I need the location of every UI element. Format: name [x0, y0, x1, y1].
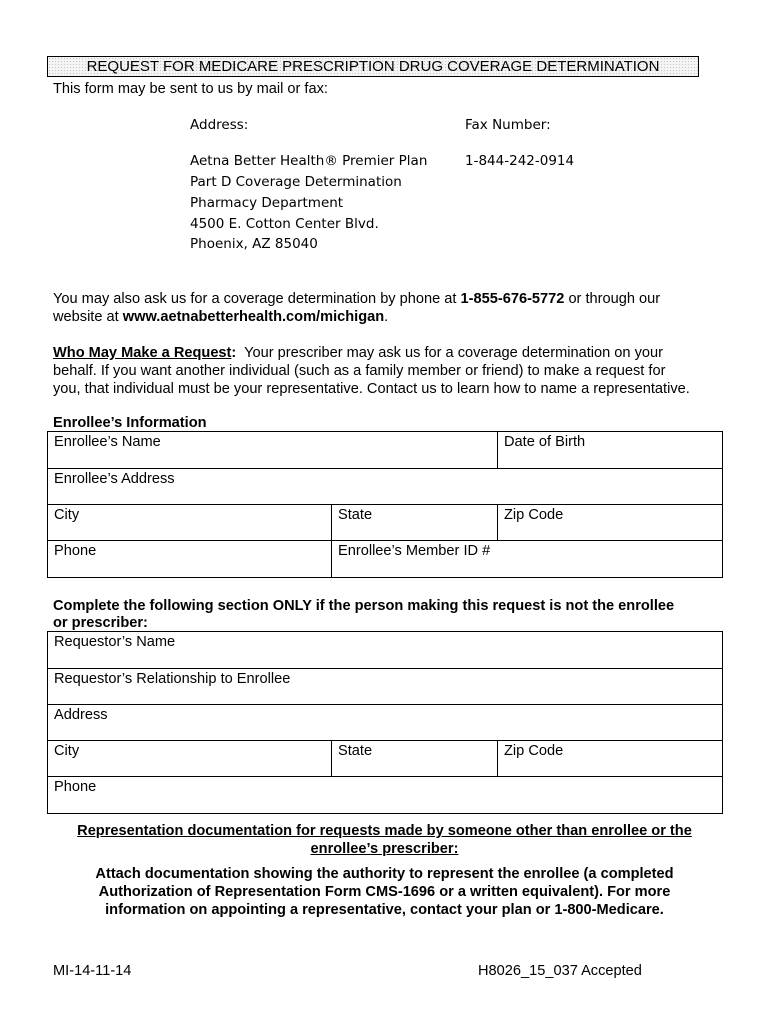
who-line3: you, that individual must be your representative. Contact us to learn how to name a representative.: [53, 381, 690, 397]
representation-body-line1: Attach documentation showing the authority to represent the enrollee (a completed: [95, 866, 674, 882]
enrollee-address-field[interactable]: Enrollee’s Address: [48, 469, 723, 505]
enrollee-name-field[interactable]: Enrollee’s Name: [48, 432, 498, 469]
who-line1: Who May Make a Request: Your prescriber may ask us for a coverage determination on your: [53, 345, 663, 361]
representation-body-line3: information on appointing a representative, contact your plan or 1-800-Medicare.: [105, 902, 664, 918]
address-line: Aetna Better Health® Premier Plan: [190, 153, 428, 169]
address-line: Phoenix, AZ 85040: [190, 236, 318, 252]
enrollee-heading: Enrollee’s Information: [53, 415, 207, 431]
requestor-state-field[interactable]: State: [332, 741, 498, 777]
intro-text: This form may be sent to us by mail or fax:: [53, 81, 328, 97]
requestor-heading-line2: or prescriber:: [53, 615, 148, 631]
phone-paragraph-line1: You may also ask us for a coverage determination by phone at 1-855-676-5772 or through our: [53, 291, 661, 307]
who-heading: Who May Make a Request: [53, 345, 232, 361]
enrollee-state-field[interactable]: State: [332, 505, 498, 541]
enrollee-table: [47, 431, 723, 578]
representation-body-line2: Authorization of Representation Form CMS-1696 or a written equivalent). For more: [98, 884, 671, 900]
representation-heading-line2: enrollee’s prescriber:: [310, 841, 459, 857]
enrollee-phone-field[interactable]: Phone: [48, 541, 332, 578]
enrollee-member-id-field[interactable]: Enrollee’s Member ID #: [332, 541, 723, 578]
phone-number: 1-855-676-5772: [460, 291, 565, 307]
fax-number: 1-844-242-0914: [465, 153, 575, 169]
who-line2: behalf. If you want another individual (such as a family member or friend) to make a request for: [53, 363, 666, 379]
enrollee-zip-field[interactable]: Zip Code: [498, 505, 723, 541]
representation-heading-line1: Representation documentation for requests made by someone other than enrollee or the: [77, 823, 692, 839]
requestor-heading-line1: Complete the following section ONLY if the person making this request is not the enrollee: [53, 598, 675, 614]
requestor-name-field[interactable]: Requestor’s Name: [48, 632, 723, 669]
requestor-relationship-field[interactable]: Requestor’s Relationship to Enrollee: [48, 669, 723, 705]
requestor-phone-field[interactable]: Phone: [48, 777, 723, 814]
address-line: Pharmacy Department: [190, 195, 344, 211]
enrollee-city-field[interactable]: City: [48, 505, 332, 541]
address-line: Part D Coverage Determination: [190, 174, 402, 190]
footer-form-id: MI-14-11-14: [53, 963, 132, 979]
form-title: REQUEST FOR MEDICARE PRESCRIPTION DRUG COVERAGE DETERMINATION: [47, 56, 699, 77]
requestor-table: [47, 631, 723, 814]
phone-paragraph-line2: website at www.aetnabetterhealth.com/michigan.: [53, 309, 389, 325]
address-line: 4500 E. Cotton Center Blvd.: [190, 216, 379, 232]
requestor-address-field[interactable]: Address: [48, 705, 723, 741]
website-link[interactable]: www.aetnabetterhealth.com/michigan: [122, 309, 385, 325]
requestor-city-field[interactable]: City: [48, 741, 332, 777]
requestor-zip-field[interactable]: Zip Code: [498, 741, 723, 777]
enrollee-dob-field[interactable]: Date of Birth: [498, 432, 723, 469]
fax-label: Fax Number:: [465, 117, 551, 133]
footer-approval: H8026_15_037 Accepted: [478, 963, 642, 979]
address-label: Address:: [190, 117, 249, 133]
